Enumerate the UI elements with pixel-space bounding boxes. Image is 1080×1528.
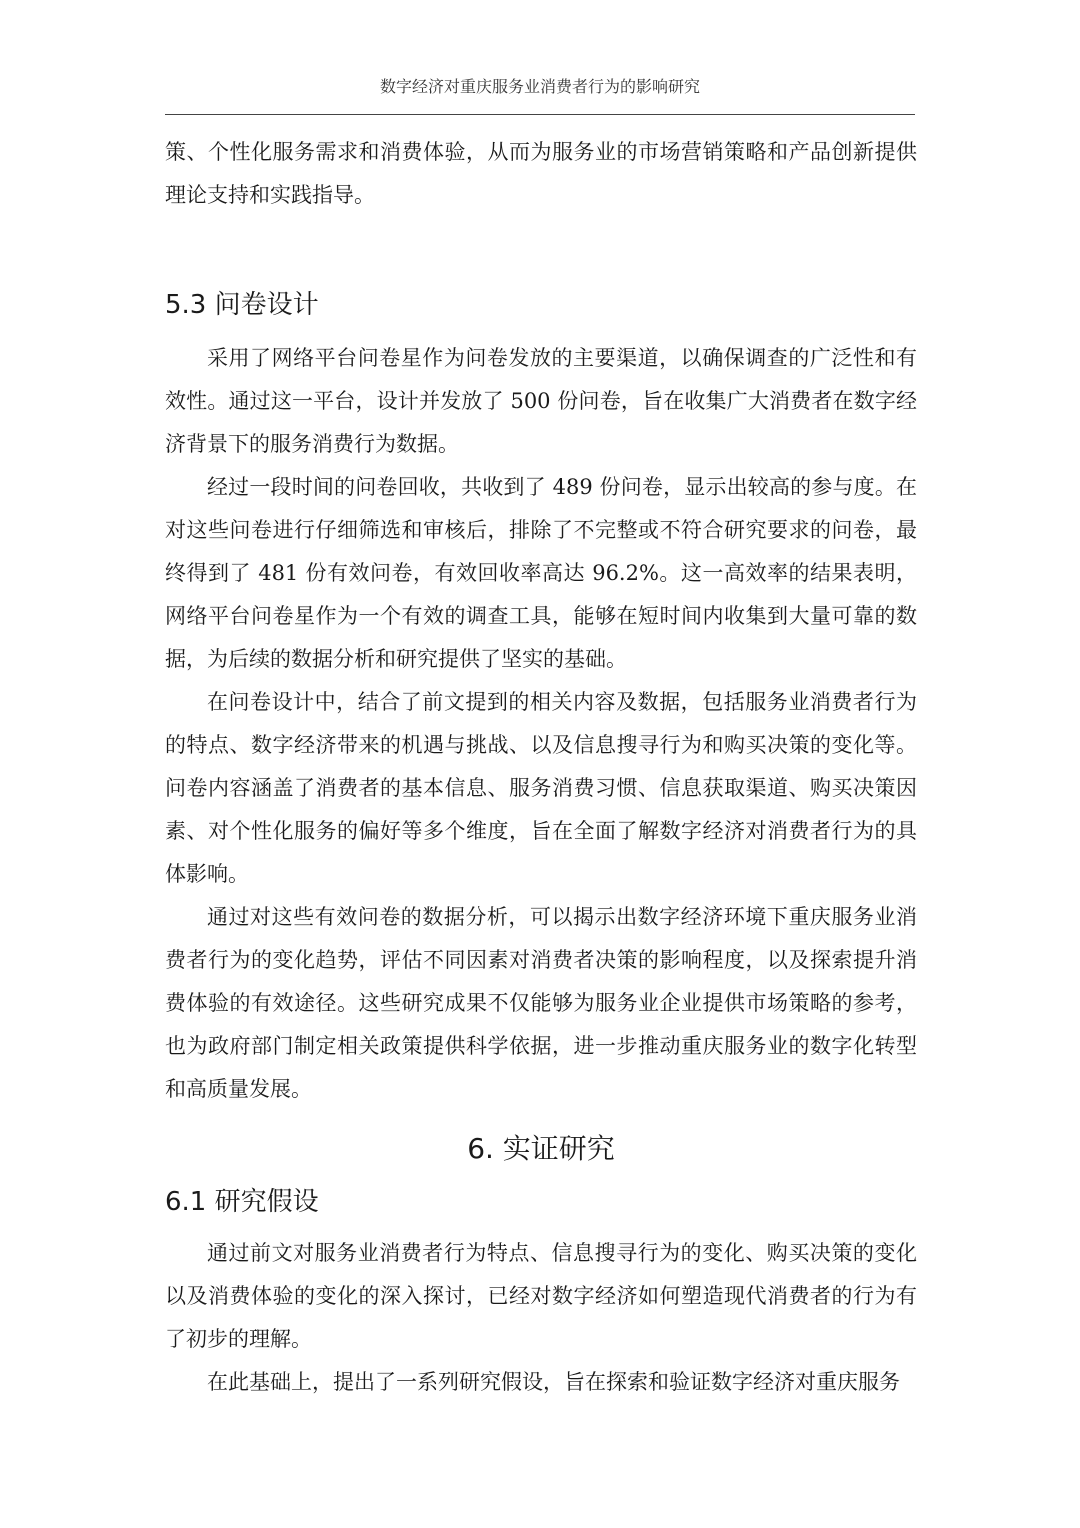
paragraph: 通过前文对服务业消费者行为特点、信息搜寻行为的变化、购买决策的变化以及消费体验的变化的深入探讨，已经对数字经济如何塑造现代消费者的行为有了初步的理解。 bbox=[165, 1241, 917, 1351]
spacer bbox=[165, 217, 917, 280]
paragraph: 在问卷设计中，结合了前文提到的相关内容及数据，包括服务业消费者行为的特点、数字经济带来的机遇与挑战、以及信息搜寻行为和购买决策的变化等。问卷内容涵盖了消费者的基本信息、服务消费习惯、信息获取渠道、购买决策因素、对个性化服务的偏好等多个维度，旨在全面了解数字经济对消费者行为的具体影响。 bbox=[165, 690, 917, 886]
paragraph: 经过一段时间的问卷回收，共收到了 489 份问卷，显示出较高的参与度。在对这些问卷进行仔细筛选和审核后，排除了不完整或不符合研究要求的问卷，最终得到了 481 份有效问卷，有效回收率高达 96.2%。这一高效率的结果表明，网络平台问卷星作为一个有效的调查工具，能够在短时间内收集到大量可靠的数据，为后续的数据分析和研究提供了坚实的基础。 bbox=[165, 475, 917, 671]
paragraph: 采用了网络平台问卷星作为问卷发放的主要渠道，以确保调查的广泛性和有效性。通过这一平台，设计并发放了 500 份问卷，旨在收集广大消费者在数字经济背景下的服务消费行为数据。 bbox=[165, 346, 917, 456]
paragraph: 通过对这些有效问卷的数据分析，可以揭示出数字经济环境下重庆服务业消费者行为的变化趋势，评估不同因素对消费者决策的影响程度，以及探索提升消费体验的有效途径。这些研究成果不仅能够为服务业企业提供市场策略的参考，也为政府部门制定相关政策提供科学依据，进一步推动重庆服务业的数字化转型和高质量发展。 bbox=[165, 905, 917, 1101]
continued-paragraph: 策、个性化服务需求和消费体验，从而为服务业的市场营销策略和产品创新提供理论支持和实践指导。 bbox=[165, 140, 917, 207]
paragraph: 在此基础上，提出了一系列研究假设，旨在探索和验证数字经济对重庆服务 bbox=[207, 1370, 900, 1394]
spacer bbox=[165, 1111, 917, 1121]
page-body bbox=[165, 131, 917, 1404]
section-heading-5-3: 5.3 问卷设计 bbox=[165, 290, 319, 320]
header-divider bbox=[165, 114, 915, 115]
running-header-title: 数字经济对重庆服务业消费者行为的影响研究 bbox=[379, 77, 700, 96]
chapter-heading-6: 6. 实证研究 bbox=[467, 1132, 615, 1165]
spacer bbox=[165, 330, 917, 337]
section-heading-6-1: 6.1 研究假设 bbox=[165, 1187, 319, 1217]
